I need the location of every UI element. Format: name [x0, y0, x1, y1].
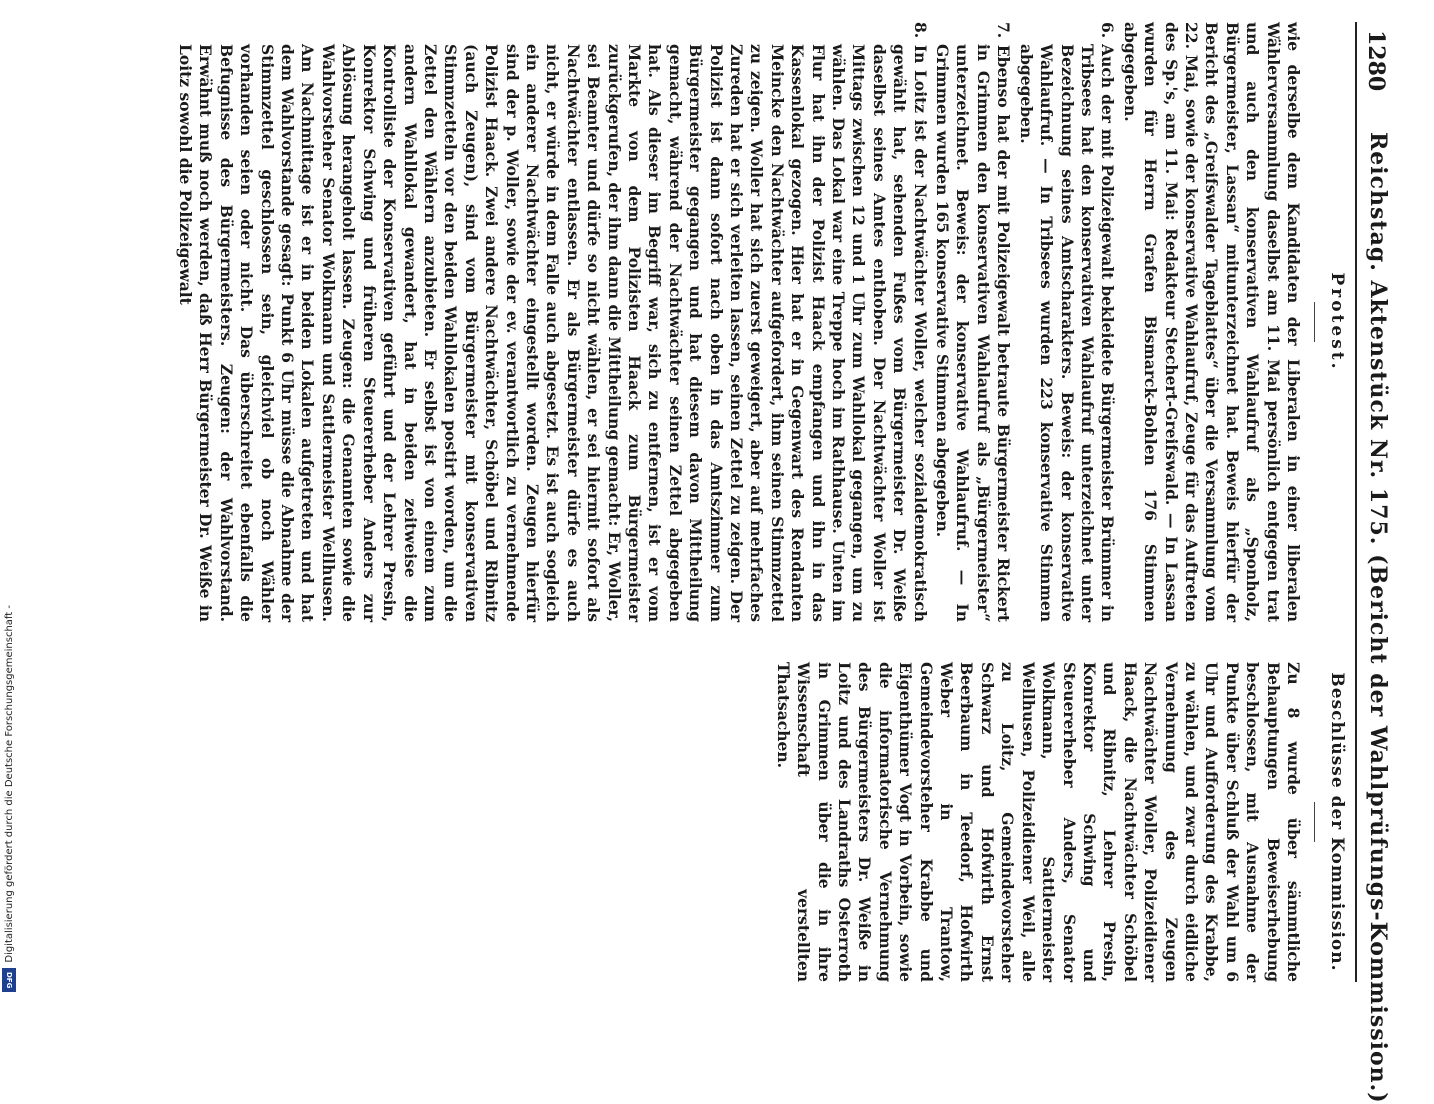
protest-item-6: 6. Auch der mit Polizeigewalt bekleidete Bürgermeister Brümmer in Tribsees hat den konservativen Wahlaufruf unterzeichnet unter Bezeichnung seines Amtscharakters. Beweis: der konservative Wahlaufruf. — In Tribsees wurden 223 konservative Stimmen abgegeben.	[1016, 22, 1118, 622]
decision-paragraph: Zu 8 wurde über sämmtliche Behauptungen Beweiserhebung beschlossen, mit Ausnahme der Punkte über Schluß der Wahl um 6 Uhr und Aufforderung des Krabbe, zu wählen, und zwar durch eidliche Vernehmung des Zeugen Nachtwächter Woller, Polizeidiener Haack, die Nachtwächter Schöbel und Ribnitz, Lehrer Presin, Konrektor Schwing und Steuererheber Anders, Senator Wolkmann, Sattlermeister Wellhusen, Polizeidiener Weil, alle zu Loitz, Gemeindevorsteher Schwarz und Hofwirth Ernst Beerbaum in Teedorf, Hofwirth Weber in Trantow, Gemeindevorsteher Krabbe und Eigenthümer Vogt in Vorbein, sowie die informatorische Vernehmung des Bürgermeisters Dr. Weiße in Loitz und des Landraths Osterroth in Grimmen über die in ihre Wissenschaft verstellten Thatsachen.	[773, 662, 1303, 982]
document-page	[65, 22, 1395, 1104]
decisions-heading-rule	[1314, 802, 1315, 842]
protest-column	[173, 22, 1303, 622]
protest-heading-rule	[1314, 302, 1315, 342]
digitization-credit: Digitalisierung gefördert durch die Deutsche Forschungsgemeinschaft -	[4, 605, 15, 963]
page-number: 1280	[1363, 30, 1389, 92]
decisions-heading: Beschlüsse der Kommission.	[1327, 672, 1347, 972]
protest-paragraph: wie derselbe dem Kandidaten der Liberalen in einer liberalen Wählerversammlung daselbst am 11. Mai persönlich entgegen trat und auch den konservativen Wahlaufruf als „Sponholz, Bürgermeister, Lassan“ mitunterzeichnet hat. Beweis hierfür der Bericht des „Greifswalder Tageblattes“ über die Versammlung vom 22. Mai, sowie der konservative Wahlaufruf, Zeuge für das Auftreten des Sp.'s, am 11. Mai: Redakteur Stechert-Greifswald. — In Lassan wurden für Herrn Grafen Bismarck-Bohlen 176 Stimmen abgegeben.	[1120, 22, 1303, 622]
protest-item-8: 8. In Loitz ist der Nachtwächter Woller, welcher sozialdemokratisch gewählt hat, sehenden Fußes vom Bürgermeister Dr. Weiße daselbst seines Amtes enthoben. Der Nachtwächter Woller ist Mittags zwischen 12 und 1 Uhr zum Wahllokal gegangen, um zu wählen. Das Lokal war eine Treppe hoch im Rathhause. Unten im Flur hat ihn der Polizist Haack empfangen und ihn in das Kassenlokal gezogen. Hier hat er in Gegenwart des Rendanten Meincke den Nachtwächter aufgefordert, ihm seinen Stimmzettel zu zeigen. Woller hat sich zuerst geweigert, aber auf mehrfaches Zureden hat er sich verleiten lassen, seinen Zettel zu zeigen. Der Polizist ist dann sofort nach oben in das Amtszimmer zum Bürgermeister gegangen und hat diesem davon Mittheilung gemacht, während der Nachtwächter seinen Zettel abgegeben hat. Als dieser im Begriff war, sich zu entfernen, ist er vom Markte von dem Polizisten Haack zum Bürgermeister zurückgerufen, der ihm dann die Mittheilung gemacht: Er, Woller, sei Beamter und dürfe so nicht wählen, er sei hiermit sofort als Nachtwächter entlassen. Er als Bürgermeister dürfe es auch nicht, er würde in dem Falle auch abgesetzt. Es ist auch sogleich ein anderer Nachtwächter eingestellt worden. Zeugen hierfür sind der p. Woller, sowie der ev. verantwortlich zu vernehmende Polizist Haack. Zwei andere Nachtwächter, Schöbel und Ribnitz (auch Zeugen), sind vom Bürgermeister mit konservativen Stimmzetteln vor den beiden Wahllokalen postirt worden, um die Zettel den Wählern anzubieten. Er selbst ist von einem zum andern Wahllokal gewandert, hat in beiden zeitweise die Kontrolliste der Konservativen geführt und der Lehrer Presin, Konrektor Schwing und früheren Steuererheber Anders zur Ablösung herangeholt lassen. Zeugen: die Genannten sowie die Wahlvorsteher Senator Wolkmann und Sattlermeister Wellhusen. Am Nachmittage ist er in beiden Lokalen aufgetreten und hat dem Wahlvorstande gesagt: Punkt 6 Uhr müsse die Abnahme der Stimmzettel geschlossen sein, gleichviel ob noch Wähler vorhanden seien oder nicht. Das überschreitet ebenfalls die Befugnisse des Bürgermeisters. Zeugen: der Wahlvorstand. Erwähnt muß noch werden, daß Herr Bürgermeister Dr. Weiße in Loitz sowohl die Polizeigewalt	[176, 22, 930, 622]
dfg-logo: DFG	[2, 968, 16, 992]
protest-item-7: 7. Ebenso hat der mit Polizeigewalt betraute Bürgermeister Rickert in Grimmen den konservativen Wahlaufruf als „Bürgermeister“ unterzeichnet. Beweis: der konservative Wahlaufruf. — In Grimmen wurden 165 konservative Stimmen abgegeben.	[933, 22, 1014, 622]
decisions-column	[770, 662, 1303, 982]
protest-heading: Protest.	[1327, 272, 1347, 372]
running-title: Reichstag. Aktenstück Nr. 175. (Bericht der Wahlprüfungs-Kommission.)	[1365, 132, 1391, 1104]
page-header	[1355, 22, 1395, 1104]
header-rule	[1355, 22, 1357, 982]
